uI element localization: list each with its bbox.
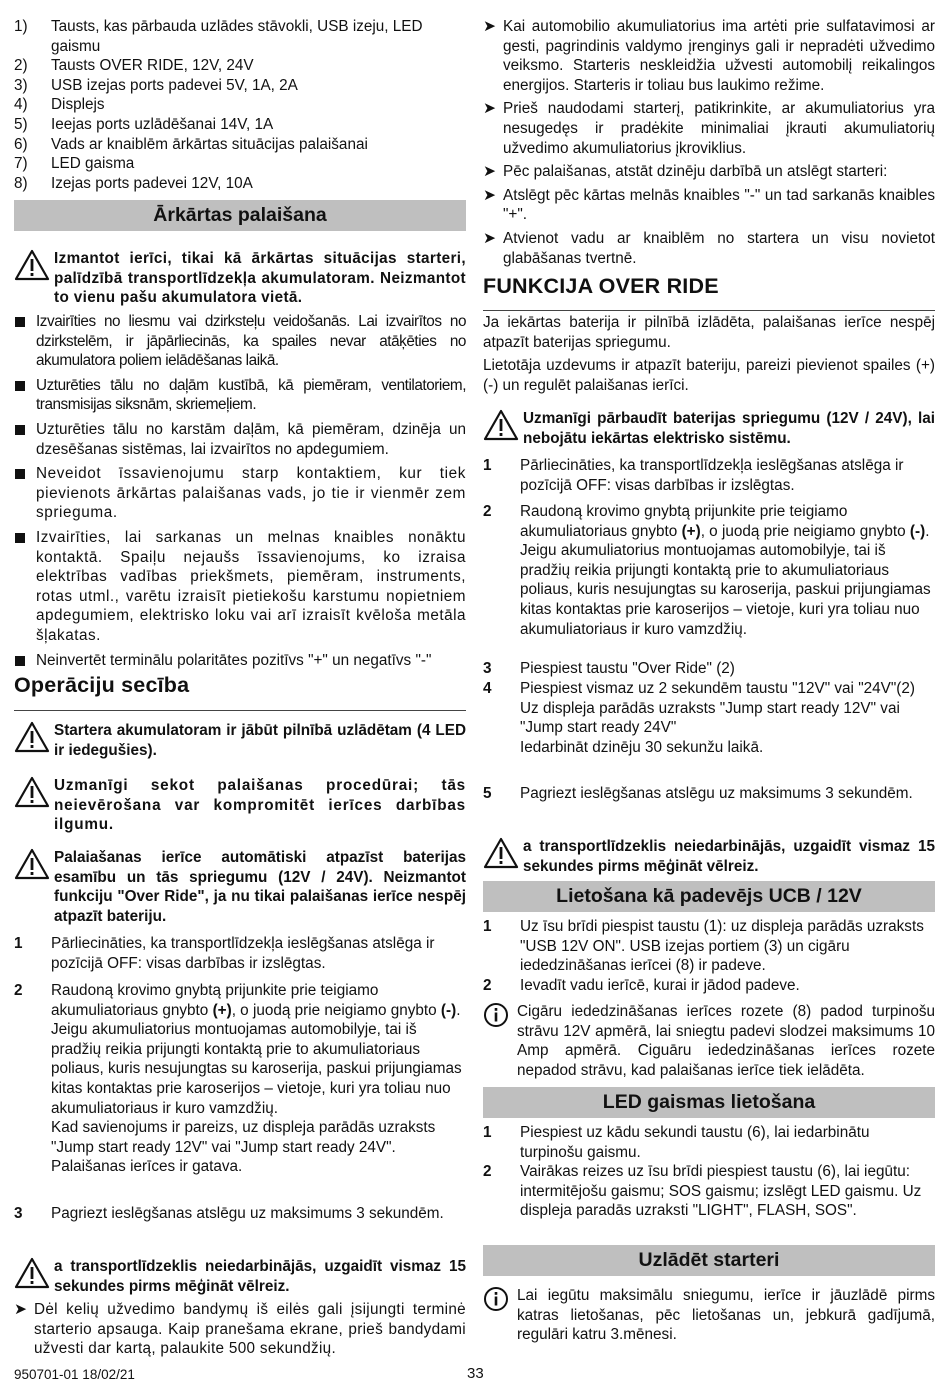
step bbox=[14, 981, 466, 1177]
list-item bbox=[14, 312, 466, 371]
item-text: USB izejas ports padevei 5V, 1A, 2A bbox=[51, 76, 298, 94]
step bbox=[14, 934, 466, 973]
step-text-part: Piespiest vismaz uz 2 sekundēm taustu "12V" vai "24V"(2) bbox=[520, 680, 915, 697]
step-number: 2 bbox=[483, 1163, 492, 1180]
step-number: 2 bbox=[483, 977, 492, 994]
warning-text: Izmantot ierīci, tikai kā ārkārtas situācijas starteri, palīdzībā transportlīdzekļa akumulatoram. Neizmantot to vienu pašu akumulatora vietā. bbox=[54, 250, 466, 307]
divider bbox=[483, 310, 935, 311]
info-block bbox=[483, 1002, 935, 1080]
warning-text: a transportlīdzeklis neiedarbinājās, uzgaidīt vismaz 15 sekundes pirms mēģināt vēlreiz. bbox=[54, 1258, 466, 1295]
item-number: 5) bbox=[14, 115, 28, 133]
note-item bbox=[483, 99, 935, 158]
list-item bbox=[14, 174, 466, 194]
step bbox=[483, 976, 935, 996]
section-heading-override: FUNKCIJA OVER RIDE bbox=[483, 274, 719, 298]
warning-block bbox=[483, 409, 935, 448]
step-text: Piespiest uz kādu sekundi taustu (6), lai iedarbinātu turpinošu gaismu. bbox=[520, 1124, 870, 1161]
item-text: Izejas ports padevei 12V, 10A bbox=[51, 174, 253, 192]
warning-icon bbox=[14, 1257, 54, 1295]
arrow-bullet-icon: ➤ bbox=[483, 100, 496, 118]
warning-text: a transportlīdzeklis neiedarbinājās, uzgaidīt vismaz 15 sekundes pirms mēģināt vēlreiz. bbox=[523, 838, 935, 875]
list-item bbox=[14, 115, 466, 135]
step-text bbox=[520, 502, 935, 639]
section-heading-charge: Uzlādēt starteri bbox=[483, 1245, 935, 1276]
warning-block bbox=[14, 1257, 466, 1296]
plus-terminal: (+) bbox=[681, 522, 701, 540]
step-number: 5 bbox=[483, 785, 492, 802]
list-item bbox=[14, 528, 466, 646]
step bbox=[483, 917, 935, 976]
document-code: 950701-01 18/02/21 bbox=[14, 1367, 135, 1382]
step-number: 2 bbox=[483, 503, 492, 520]
step-text-part: Uz displeja parādās uzraksts "Jump start ready 12V" vai "Jump start ready 24V" bbox=[520, 699, 900, 737]
step-text-part: , o juodą prie neigiamo gnybto bbox=[700, 522, 910, 540]
list-item bbox=[14, 154, 466, 174]
step-number: 3 bbox=[483, 660, 492, 677]
note-item bbox=[14, 1300, 466, 1359]
list-item bbox=[14, 420, 466, 459]
section-heading-emergency: Ārkārtas palaišana bbox=[14, 200, 466, 231]
item-text: LED gaisma bbox=[51, 155, 135, 173]
warning-icon bbox=[14, 776, 54, 814]
warning-block bbox=[14, 249, 466, 308]
item-text: Uzturēties tālu no karstām daļām, kā piemēram, dzinēja un dzesēšanas sistēmas, lai izvairītos no apdegumiem. bbox=[36, 420, 466, 458]
step-text-part: Jeigu akumuliatorius montuojamas automobilyje, tai iš pradžių reikia prijungti kontaktą prie to akumuliatoriaus poliaus, kuris nesujungtas su karoserija, paskui prijungiamas kitas kontaktas prie karoserijos – vietoje, kuri yra toliau nuo akumuliatoriaus ir kuro vamzdžių. bbox=[520, 542, 931, 638]
item-number: 3) bbox=[14, 76, 28, 94]
note-item bbox=[483, 186, 935, 225]
step-text bbox=[520, 679, 935, 757]
step bbox=[483, 659, 935, 679]
minus-terminal: (-) bbox=[440, 1001, 457, 1019]
step-text-part: Jeigu akumuliatorius montuojamas automobilyje, tai iš pradžių reikia prijungti kontaktą prie to akumuliatoriaus poliaus, kuris nesujungtas su karoserija, paskui prijungiamas kitas kontaktas prie karoserijos – vietoje, kuri yra toliau nuo akumuliatoriaus ir kuro vamzdžių. bbox=[51, 1021, 462, 1117]
info-icon bbox=[483, 1002, 517, 1034]
item-number: 7) bbox=[14, 155, 28, 173]
info-text: Cigāru iededzināšanas ierīces rozete (8) padod turpinošu strāvu 12V apmērā, lai sniegtu padevi slodzei maksimums 10 Amp apmērā. Ciguāru iededzināšanas ierīces rozete nepadod strāvu, kad palaišanas ierīce tiek ielādēta. bbox=[517, 1003, 935, 1079]
warning-block bbox=[14, 776, 466, 835]
step-text: Pagriezt ieslēgšanas atslēgu uz maksimums 3 sekundēm. bbox=[51, 1205, 444, 1222]
step-number: 4 bbox=[483, 680, 492, 697]
step-number: 3 bbox=[14, 1205, 23, 1222]
list-item bbox=[14, 95, 466, 115]
page-number: 33 bbox=[467, 1365, 484, 1382]
step-text-part: Raudoną krovimo gnybtą prijunkite prie teigiamo akumuliatoriaus gnybto bbox=[520, 503, 848, 540]
warning-icon bbox=[14, 721, 54, 759]
paragraph: Ja iekārtas baterija ir pilnībā izlādēta, palaišanas ierīce nespēj atpazīt baterijas spriegumu. bbox=[483, 314, 935, 351]
step-number: 1 bbox=[14, 935, 23, 952]
warning-text: Uzmanīgi pārbaudīt baterijas spriegumu (12V / 24V), lai nebojātu iekārtas elektrisko sistēmu. bbox=[523, 410, 935, 447]
note-text: Atslēgt pēc kārtas melnās knaibles "-" un tad sarkanās knaibles "+". bbox=[503, 186, 935, 224]
item-number: 1) bbox=[14, 18, 28, 35]
warning-block bbox=[483, 837, 935, 876]
item-number: 8) bbox=[14, 174, 28, 192]
step-text: Pārliecināties, ka transportlīdzekļa ieslēgšanas atslēga ir pozīcijā OFF: visas darbības ir izslēgtas. bbox=[520, 457, 904, 494]
list-item bbox=[14, 376, 466, 415]
step-text-part: . bbox=[456, 1001, 461, 1019]
divider bbox=[14, 710, 466, 711]
note-text: Prieš naudodami starterį, patikrinkite, ar akumuliatorius yra nesugedęs ir pradėkite minimaliai įkrauti akumuliatorių užvedimo akumuliatorius įkroviklius. bbox=[503, 100, 935, 157]
warning-icon bbox=[483, 837, 523, 875]
section-heading-led: LED gaismas lietošana bbox=[483, 1087, 935, 1118]
note-text: Kai automobilio akumuliatorius ima artėti prie sulfatavimosi ar gesti, pagrindinis valdymo įrenginys gali ir nepradėti užvedimo veiksmo. Starteris neskleidžia užvesti automobilį reikalingos energijos. Starteris ir toliau bus laukimo režime. bbox=[503, 18, 935, 94]
arrow-bullet-icon: ➤ bbox=[483, 18, 496, 35]
item-number: 2) bbox=[14, 57, 28, 75]
info-block bbox=[483, 1286, 935, 1345]
step-text: Piespiest taustu "Over Ride" (2) bbox=[520, 660, 735, 677]
list-item bbox=[14, 135, 466, 155]
item-text: Neinvertēt terminālu polaritātes pozitīvs "+" un negatīvs "-" bbox=[36, 651, 432, 669]
arrow-bullet-icon: ➤ bbox=[483, 186, 496, 204]
item-text: Izvairīties no liesmu vai dzirksteļu veidošanās. Lai izvairītos no dzirkstelēm, ir jāpārliecinās, ka spailes nevar atāķēties no akumulatora poliem ielādēšanas laikā. bbox=[36, 313, 466, 370]
list-item bbox=[14, 76, 466, 96]
list-item bbox=[14, 17, 466, 56]
info-text: Lai iegūtu maksimālu sniegumu, ierīce ir jāuzlādē pirms katras lietošanas, pēc lietošanas un, jebkurā gadījumā, regulāri katru 3.mēnesi. bbox=[517, 1287, 935, 1344]
warning-text: Startera akumulatoram ir jābūt pilnībā uzlādētam (4 LED ir iedegušies). bbox=[54, 722, 466, 759]
step bbox=[483, 456, 935, 495]
note-item bbox=[483, 162, 935, 182]
item-text: Izvairīties, lai sarkanas un melnas knaibles nonāktu kontaktā. Spaiļu nejaušs īssavienojums, ko izraisa elektrības vadības priekšmets, piemēram, instruments, rotas utml., varētu izraisīt pietiekošu karstumu nopietniem apdegumiem, elektrisko loku vai arī izraisīt kvēloša metāla šļakatas. bbox=[36, 528, 466, 644]
item-text: Vads ar knaiblēm ārkārtas situācijas palaišanai bbox=[51, 135, 368, 153]
step-text: Uz īsu brīdi piespist taustu (1): uz displeja parādās uzraksts "USB 12V ON". USB izejas portiem (3) un cigāru iededzināšanas ierīcei (8) ir padeve. bbox=[520, 918, 924, 975]
step bbox=[483, 784, 935, 804]
list-item bbox=[14, 464, 466, 523]
step-text: Ievadīt vadu ierīcē, kurai ir jādod padeve. bbox=[520, 977, 800, 994]
minus-terminal: (-) bbox=[909, 522, 926, 540]
parts-list bbox=[14, 17, 466, 193]
step bbox=[14, 1204, 466, 1224]
step-number: 1 bbox=[483, 918, 492, 935]
paragraph: Lietotāja uzdevums ir atpazīt bateriju, pareizi pievienot spailes (+) (-) un regulēt palaišanas ierīci. bbox=[483, 357, 935, 394]
warning-icon bbox=[14, 249, 54, 287]
arrow-bullet-icon: ➤ bbox=[483, 163, 496, 181]
list-item bbox=[14, 56, 466, 76]
step bbox=[483, 502, 935, 639]
step-text-part: Kad savienojums ir pareizs, uz displeja parādās uzraksts "Jump start ready 12V" vai "Jump start ready 24V". Palaišanas ierīces ir gatava. bbox=[51, 1119, 436, 1176]
step-number: 1 bbox=[483, 1124, 492, 1141]
step-number: 1 bbox=[483, 457, 492, 474]
step-text: Pārliecināties, ka transportlīdzekļa ieslēgšanas atslēga ir pozīcijā OFF: visas darbības ir izslēgtas. bbox=[51, 935, 435, 972]
item-text: Uzturēties tālu no daļām kustībā, kā piemēram, ventilatoriem, transmisijas siksnām, skriemeļiem. bbox=[36, 376, 466, 414]
note-text: Dėl kelių užvedimo bandymų iš eilės gali įsijungti terminė starterio apsauga. Kaip pranešama ekrane, prieš bandydami užvesti dar kartą, palaukite 500 sekundžių. bbox=[34, 1301, 466, 1358]
step bbox=[483, 1162, 935, 1221]
step-number: 2 bbox=[14, 982, 23, 999]
note-item bbox=[483, 17, 935, 95]
item-text: Ieejas ports uzlādēšanai 14V, 1A bbox=[51, 115, 274, 133]
section-heading-operations: Operāciju secība bbox=[14, 673, 190, 697]
item-text: Tausts, kas pārbauda uzlādes stāvokli, USB izeju, LED gaismu bbox=[51, 18, 423, 55]
step-text-part: Raudoną krovimo gnybtą prijunkite prie teigiamo akumuliatoriaus gnybto bbox=[51, 982, 379, 1019]
item-number: 6) bbox=[14, 135, 28, 153]
warning-block bbox=[14, 848, 466, 926]
step bbox=[483, 679, 935, 757]
warning-text: Palaiašanas ierīce automātiski atpazīst baterijas esamību un tās spriegumu (12V / 24V). Neizmantot funkciju "Over Ride", ja nu tikai palaišanas ierīce nespēj atpazīt bateriju. bbox=[54, 849, 466, 925]
step-text-part: Iedarbināt dzinēju 30 sekunžu laikā. bbox=[520, 738, 764, 756]
warning-icon bbox=[483, 409, 523, 447]
step bbox=[483, 1123, 935, 1162]
item-text: Neveidot īssavienojumu starp kontaktiem, kur tiek pievienots ārkārtas palaišanas vads, jo tie ir vienmēr zem sprieguma. bbox=[36, 465, 466, 522]
item-text: Displejs bbox=[51, 96, 105, 114]
step-text bbox=[51, 981, 466, 1177]
note-text: Atvienot vadu ar knaiblēm no startera un visu novietot glabāšanas tvertnē. bbox=[503, 229, 935, 267]
note-item bbox=[483, 229, 935, 268]
step-text-part: , o juodą prie neigiamo gnybto bbox=[231, 1001, 441, 1019]
note-text: Pēc palaišanas, atstāt dzinēju darbībā un atslēgt starteri: bbox=[503, 163, 888, 181]
operations-notes bbox=[483, 17, 935, 268]
warning-block bbox=[14, 721, 466, 760]
emergency-bullets bbox=[14, 312, 466, 670]
warning-text: Uzmanīgi sekot palaišanas procedūrai; tās neievērošana var kompromitēt ierīces darbības ilgumu. bbox=[54, 777, 466, 834]
item-number: 4) bbox=[14, 96, 28, 114]
list-item bbox=[14, 651, 466, 671]
section-heading-usb: Lietošana kā padevējs UCB / 12V bbox=[483, 881, 935, 912]
plus-terminal: (+) bbox=[212, 1001, 232, 1019]
step-text: Vairākas reizes uz īsu brīdi piespiest taustu (6), lai iegūtu: intermitējošu gaismu; SOS gaismu; izslēgt LED gaismu. Uz displeja paradās uzraksti "LIGHT", FLASH, SOS". bbox=[520, 1163, 922, 1220]
arrow-bullet-icon: ➤ bbox=[483, 229, 496, 247]
item-text: Tausts OVER RIDE, 12V, 24V bbox=[51, 57, 254, 75]
arrow-bullet-icon: ➤ bbox=[14, 1301, 27, 1318]
step-text: Pagriezt ieslēgšanas atslēgu uz maksimums 3 sekundēm. bbox=[520, 785, 913, 802]
step-text-part: . bbox=[925, 522, 930, 540]
info-icon bbox=[483, 1286, 517, 1318]
warning-icon bbox=[14, 848, 54, 886]
